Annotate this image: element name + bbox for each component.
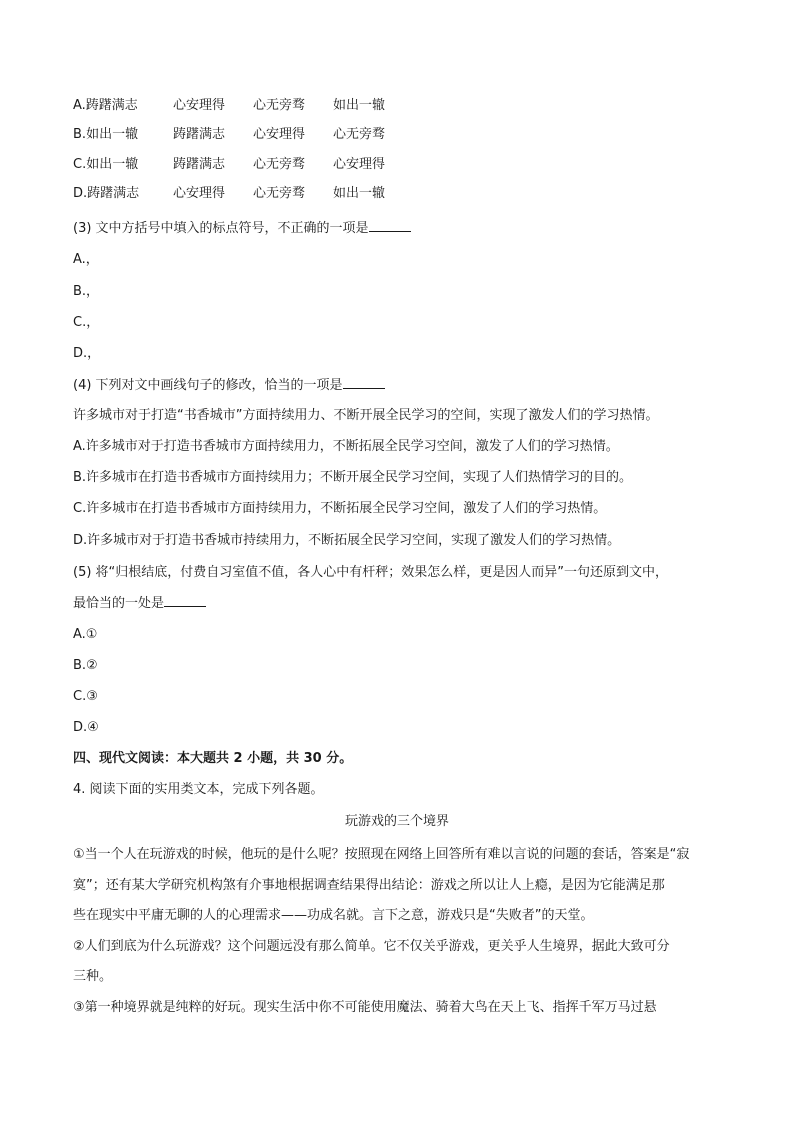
q2-option-a — [73, 96, 423, 116]
option-word: 心无旁骛 — [253, 98, 306, 113]
option-word: 如出一辙 — [86, 127, 139, 142]
q3-option-b: B.， — [73, 284, 100, 299]
q3-stem — [73, 218, 411, 239]
option-word: 踌躇满志 — [173, 127, 226, 142]
question-text: 最恰当的一处是 — [73, 596, 165, 611]
option-word: 踌躇满志 — [87, 186, 140, 201]
option-word: 心无旁骛 — [253, 186, 306, 201]
article-paragraph-line: 三种。 — [73, 969, 113, 984]
q4-option-b: B.许多城市在打造书香城市方面持续用力；不断开展全民学习空间，实现了人们热情学习的目的。 — [73, 470, 633, 485]
option-word: 如出一辙 — [333, 98, 386, 113]
option-word: 踌躇满志 — [85, 98, 138, 113]
option-word: 如出一辙 — [86, 157, 139, 172]
question-text: (3) 文中方括号中填入的标点符号，不正确的一项是 — [73, 221, 369, 236]
option-word: 心无旁骛 — [253, 157, 306, 172]
q5-option-a: A.① — [73, 627, 98, 642]
section-heading: 四、现代文阅读：本大题共 2 小题，共 30 分。 — [73, 751, 353, 766]
article-paragraph-line: ①当一个人在玩游戏的时候，他玩的是什么呢？按照现在网络上回答所有难以言说的问题的套话，答案是“寂 — [73, 847, 690, 862]
article-title: 玩游戏的三个境界 — [344, 814, 449, 829]
q5-stem-line2 — [73, 593, 206, 614]
option-word: 心无旁骛 — [333, 127, 386, 142]
answer-blank[interactable] — [369, 218, 411, 232]
q4-option-d: D.许多城市对于打造书香城市持续用力，不断拓展全民学习空间，实现了激发人们的学习热情。 — [73, 533, 621, 548]
article-paragraph-line: 寞”；还有某大学研究机构煞有介事地根据调查结果得出结论：游戏之所以让人上瘾，是因为它能满足那 — [73, 878, 665, 893]
option-word: 心安理得 — [173, 186, 226, 201]
q5-stem-line1: (5) 将“归根结底，付费自习室值不值，各人心中有杆秤；效果怎么样，更是因人而异”一句还原到文中， — [73, 565, 669, 580]
q4-original-sentence: 许多城市对于打造“书香城市”方面持续用力、不断开展全民学习的空间，实现了激发人们的学习热情。 — [73, 408, 659, 423]
article-paragraph-line: ③第一种境界就是纯粹的好玩。现实生活中你不可能使用魔法、骑着大鸟在天上飞、指挥千军万马过悬 — [73, 1000, 657, 1015]
q3-option-c: C.， — [73, 315, 100, 330]
article-paragraph-line: 些在现实中平庸无聊的人的心理需求——功成名就。言下之意，游戏只是“失败者”的天堂。 — [73, 908, 594, 923]
option-letter: A. — [73, 98, 86, 113]
q2-option-c — [73, 155, 423, 175]
option-word: 心安理得 — [173, 98, 226, 113]
option-letter: B. — [73, 127, 87, 142]
option-letter: D. — [73, 186, 88, 201]
q3-option-d: D.， — [73, 346, 101, 361]
q4-stem — [73, 375, 385, 396]
q5-option-d: D.④ — [73, 720, 99, 735]
q2-option-b — [73, 125, 423, 145]
article-paragraph-line: ②人们到底为什么玩游戏？这个问题远没有那么简单。它不仅关乎游戏，更关乎人生境界，据此大致可分 — [73, 939, 670, 954]
q3-option-a: A.， — [73, 252, 99, 267]
option-word: 如出一辙 — [333, 186, 386, 201]
answer-blank[interactable] — [343, 375, 385, 389]
question-intro: 4. 阅读下面的实用类文本，完成下列各题。 — [73, 782, 324, 797]
option-word: 踌躇满志 — [173, 157, 226, 172]
question-text: (4) 下列对文中画线句子的修改，恰当的一项是 — [73, 378, 343, 393]
q5-option-c: C.③ — [73, 689, 98, 704]
q2-option-d — [73, 184, 423, 204]
answer-blank[interactable] — [164, 593, 206, 607]
option-word: 心安理得 — [253, 127, 306, 142]
q5-option-b: B.② — [73, 658, 98, 673]
q4-option-a: A.许多城市对于打造书香城市方面持续用力，不断拓展全民学习空间，激发了人们的学习热情。 — [73, 439, 619, 454]
option-letter: C. — [73, 157, 87, 172]
option-word: 心安理得 — [333, 157, 386, 172]
q4-option-c: C.许多城市在打造书香城市方面持续用力，不断拓展全民学习空间，激发了人们的学习热情。 — [73, 501, 607, 516]
